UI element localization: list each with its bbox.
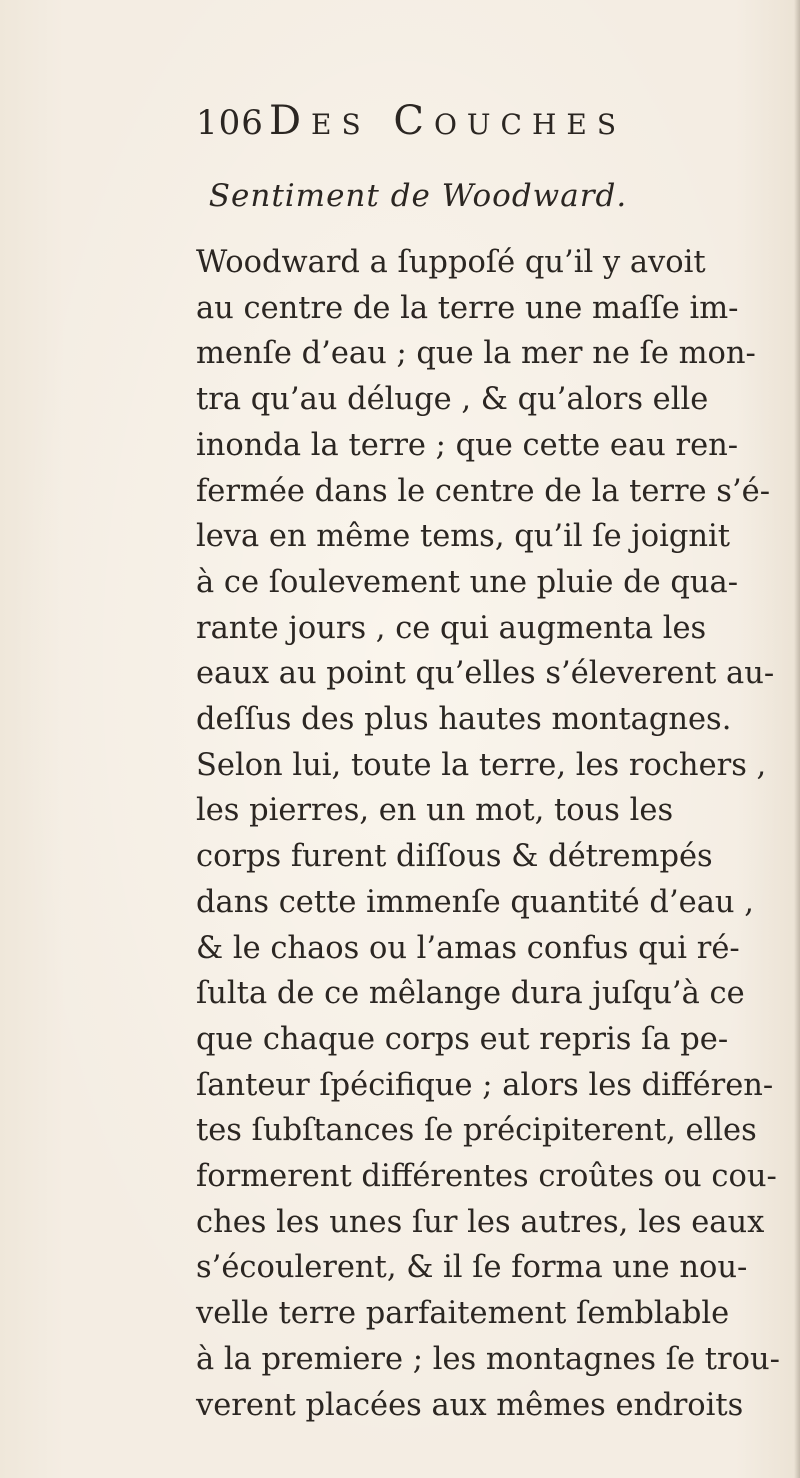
text-line: ches les unes ſur les autres, les eaux xyxy=(196,1204,765,1240)
text-line: corps furent diſſous & détrempés xyxy=(196,839,713,875)
text-line: deſſus des plus hautes montagnes. xyxy=(196,702,732,738)
text-line: à la premiere ; les montagnes ſe trou- xyxy=(196,1341,780,1377)
page-number: 106 xyxy=(196,103,264,143)
text-line: leva en même tems, qu’il ſe joignit xyxy=(196,519,731,555)
text-line: que chaque corps eut repris ſa pe- xyxy=(196,1021,729,1057)
running-title: Des Couches xyxy=(268,98,626,144)
text-line: formerent différentes croûtes ou cou- xyxy=(196,1159,777,1195)
body-text xyxy=(196,240,780,1428)
text-line: à ce ſoulevement une pluie de qua- xyxy=(196,564,739,600)
text-line: fermée dans le centre de la terre s’é- xyxy=(196,473,771,509)
text-line: les pierres, en un mot, tous les xyxy=(196,793,674,829)
text-line: verent placées aux mêmes endroits xyxy=(196,1387,744,1423)
text-line: tes ſubſtances ſe précipiterent, elles xyxy=(196,1113,757,1149)
text-line: inonda la terre ; que cette eau ren- xyxy=(196,427,739,463)
text-line: Selon lui, toute la terre, les rochers , xyxy=(196,747,767,783)
text-line: ſulta de ce mêlange dura juſqu’à ce xyxy=(196,976,745,1012)
text-line: rante jours , ce qui augmenta les xyxy=(196,610,707,646)
text-line: tra qu’au déluge , & qu’alors elle xyxy=(196,382,709,418)
text-line: dans cette immenſe quantité d’eau , xyxy=(196,884,754,920)
text-line: s’écoulerent, & il ſe forma une nou- xyxy=(196,1250,748,1286)
text-line: au centre de la terre une maſſe im- xyxy=(196,290,739,326)
text-line: menſe d’eau ; que la mer ne ſe mon- xyxy=(196,336,756,372)
text-line: velle terre parfaitement ſemblable xyxy=(196,1296,730,1332)
text-line: & le chaos ou l’amas confus qui ré- xyxy=(196,930,740,966)
text-line: Woodward a ſuppoſé qu’il y avoit xyxy=(196,245,706,280)
running-header xyxy=(196,98,626,154)
page-edge-shadow xyxy=(794,0,800,1478)
section-heading: Sentiment de Woodward. xyxy=(208,178,628,214)
text-line: ſanteur ſpécifique ; alors les différen- xyxy=(196,1067,774,1103)
text-line: eaux au point qu’elles s’éleverent au- xyxy=(196,656,775,692)
